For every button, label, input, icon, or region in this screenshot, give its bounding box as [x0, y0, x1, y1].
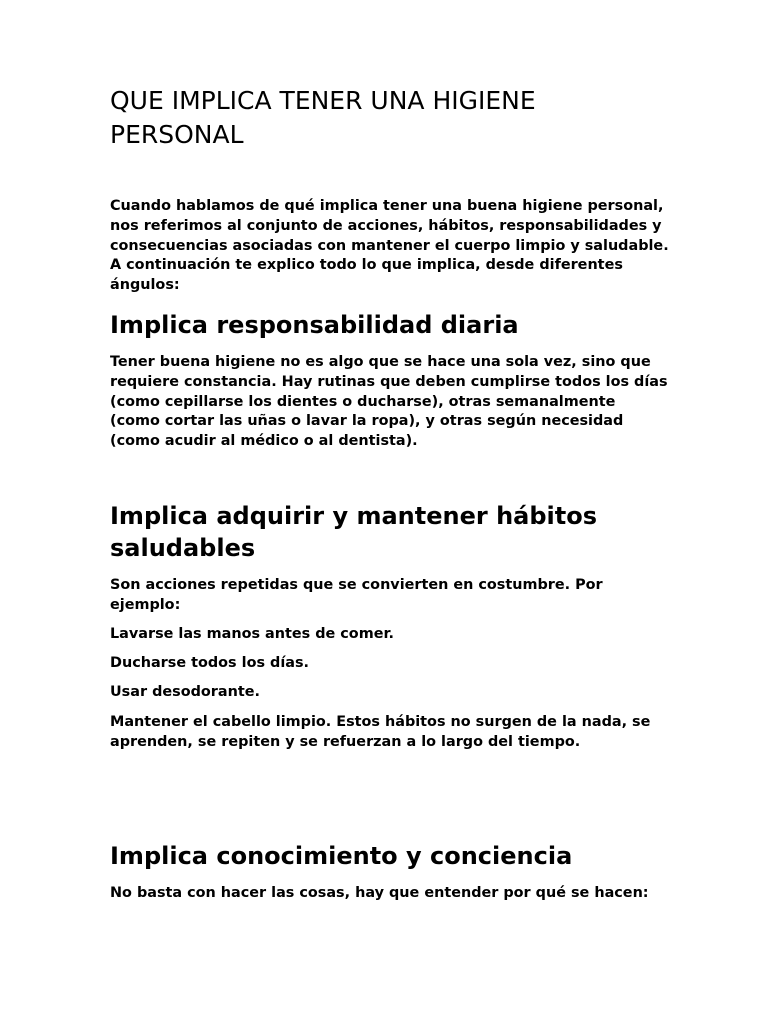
section-paragraph: No basta con hacer las cosas, hay que entender por qué se hacen: [110, 885, 649, 901]
section-heading-responsabilidad: Implica responsabilidad diaria [110, 311, 519, 339]
list-item: Lavarse las manos antes de comer. [110, 626, 394, 642]
intro-paragraph: Cuando hablamos de qué implica tener una buena higiene personal, nos referimos al conjunto de acciones, hábitos, responsabilidades y consecuencias asociadas con mantener el cuerpo limpio y saludable. A continuación te explico todo lo que implica, desde diferentes ángulos: [110, 198, 669, 294]
section-paragraph: Son acciones repetidas que se convierten en costumbre. Por ejemplo: [110, 577, 603, 613]
section-heading-habitos: Implica adquirir y mantener hábitos saludables [110, 502, 597, 562]
list-item: Mantener el cabello limpio. Estos hábitos no surgen de la nada, se aprenden, se repiten y se refuerzan a lo largo del tiempo. [110, 714, 651, 750]
list-item: Usar desodorante. [110, 684, 260, 700]
section-heading-conocimiento: Implica conocimiento y conciencia [110, 842, 573, 870]
section-paragraph: Tener buena higiene no es algo que se hace una sola vez, sino que requiere constancia. Hay rutinas que deben cumplirse todos los días (como cepillarse los dientes o ducharse), otras semanalmente (como cortar las uñas o lavar la ropa), y otras según necesidad (como acudir al médico o al dentista). [110, 354, 668, 450]
list-item: Ducharse todos los días. [110, 655, 310, 671]
document-title: QUE IMPLICA TENER UNA HIGIENE PERSONAL [110, 86, 536, 149]
